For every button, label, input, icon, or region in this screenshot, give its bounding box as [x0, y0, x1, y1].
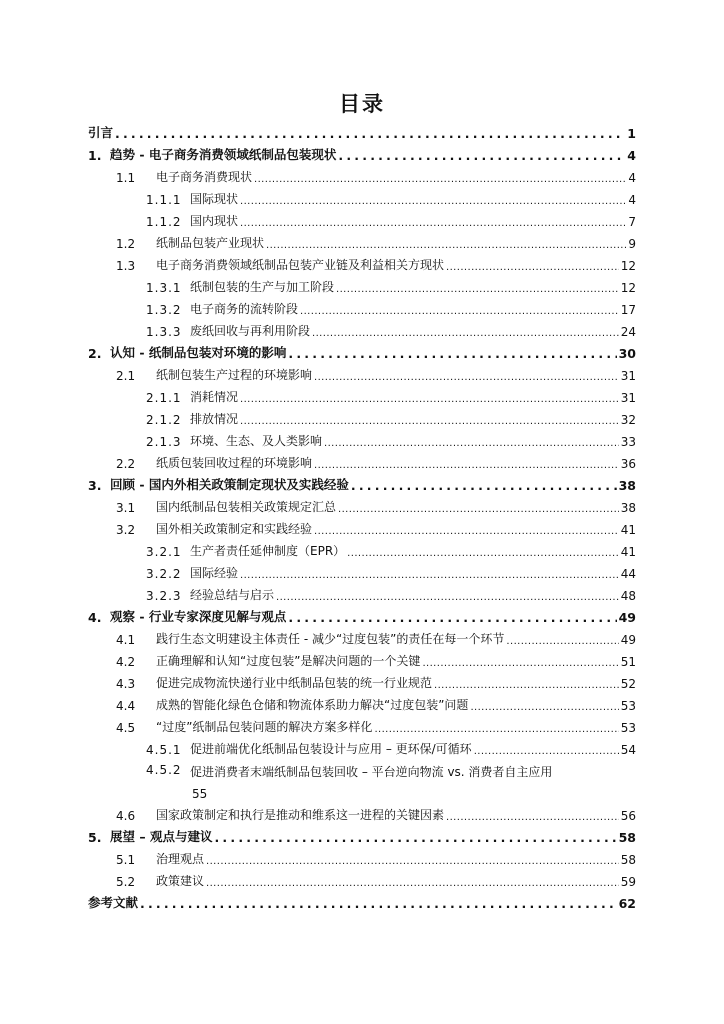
toc-entry-page: 17 [620, 303, 636, 317]
toc-entry-number: 4.1 [116, 633, 136, 647]
toc-entry[interactable] [88, 625, 636, 647]
toc-entry-title: 排放情况 [190, 412, 239, 426]
toc-entry-number: 1.1.2 [146, 215, 182, 229]
toc-entry-page: 49 [618, 610, 636, 625]
toc-entry-title: 生产者责任延伸制度（EPR） [190, 544, 346, 558]
toc-entry-title: 正确理解和认知“过度包装”是解决问题的一个关键 [156, 654, 421, 668]
toc-entry-page: 36 [620, 457, 636, 471]
toc-entry-number: 1.3 [116, 259, 136, 273]
toc-entry-title: 治理观点 [156, 852, 205, 866]
toc-leader [336, 284, 619, 295]
toc-entry-title: 电子商务的流转阶段 [190, 302, 299, 316]
toc-entry-page: 33 [620, 435, 636, 449]
toc-entry[interactable] [88, 867, 636, 889]
toc-entry[interactable] [88, 493, 636, 515]
toc-leader [470, 702, 618, 713]
toc-entry-title: 国外相关政策制定和实践经验 [156, 522, 313, 536]
toc-entry-number: 2. [88, 346, 102, 361]
toc-entry-title: 促进前端优化纸制品包装设计与应用 – 更环保/可循环 [190, 742, 472, 756]
toc-entry[interactable] [88, 383, 636, 405]
toc-entry-number: 1.3.2 [146, 303, 182, 317]
toc-entry-page: 48 [620, 589, 636, 603]
toc-leader [446, 812, 619, 823]
toc-entry-title: 国际现状 [190, 192, 239, 206]
toc-entry-title: 纸制品包装产业现状 [156, 236, 265, 250]
toc-entry[interactable] [88, 141, 636, 163]
toc-entry-page: 38 [618, 478, 636, 493]
toc-entry-page: 62 [618, 896, 636, 911]
toc-entry-page: 38 [620, 501, 636, 515]
toc-leader [314, 526, 619, 537]
toc-leader [347, 548, 619, 559]
toc-entry-page: 51 [620, 655, 636, 669]
toc-entry[interactable] [88, 119, 636, 141]
toc-entry-title: 引言 [88, 125, 114, 140]
toc-entry[interactable] [88, 405, 636, 427]
page-title: 目录 [339, 92, 385, 116]
toc-entry-page: 24 [620, 325, 636, 339]
toc-leader [115, 126, 625, 141]
toc-entry-number: 1.3.1 [146, 281, 182, 295]
toc-entry-page: 49 [620, 633, 636, 647]
toc-leader [266, 240, 626, 251]
toc-entry-number: 1.3.3 [146, 325, 182, 339]
toc-entry-title: 展望 – 观点与建议 [110, 829, 213, 844]
toc-entry-title: 促进消费者末端纸制品包装回收 – 平台逆向物流 vs. 消费者自主应用 [190, 765, 553, 779]
toc-entry-title: 纸质包装回收过程的环境影响 [156, 456, 313, 470]
toc-entry-number: 5.1 [116, 853, 136, 867]
toc-entry-page: 32 [620, 413, 636, 427]
toc-entry[interactable] [88, 339, 636, 361]
toc-entry[interactable] [88, 251, 636, 273]
toc-entry-number: 4.5.2 [146, 763, 182, 777]
toc-entry[interactable] [88, 317, 636, 339]
toc-leader [254, 174, 626, 185]
toc-leader [288, 610, 616, 625]
toc-leader [240, 218, 626, 229]
toc-leader [206, 878, 619, 889]
toc-entry-number: 3.2 [116, 523, 136, 537]
toc-entry-number: 4.3 [116, 677, 136, 691]
toc-entry-page: 53 [620, 721, 636, 735]
toc-entry-title: 参考文献 [88, 895, 139, 910]
toc-entry-number: 1.2 [116, 237, 136, 251]
toc-entry[interactable] [88, 691, 636, 713]
toc-entry[interactable] [88, 471, 636, 493]
toc-entry-page: 9 [628, 237, 636, 251]
toc-entry[interactable] [88, 647, 636, 669]
toc-entry[interactable] [88, 559, 636, 581]
toc-entry-number: 4.5 [116, 721, 136, 735]
toc-entry[interactable] [88, 163, 636, 185]
toc-entry[interactable] [88, 185, 636, 207]
toc-entry-number: 2.1.1 [146, 391, 182, 405]
toc-entry-number: 2.1.3 [146, 435, 182, 449]
toc-entry-title: 趋势 - 电子商务消费领域纸制品包装现状 [110, 147, 337, 162]
toc-leader [214, 830, 616, 845]
toc-leader [374, 724, 618, 735]
toc-entry-number: 2.1 [116, 369, 136, 383]
toc-entry-page: 41 [620, 545, 636, 559]
toc-entry-title: 国家政策制定和执行是推动和维系这一进程的关键因素 [156, 808, 445, 822]
toc-leader [276, 592, 619, 603]
toc-entry[interactable] [88, 603, 636, 625]
toc-entry[interactable] [88, 273, 636, 295]
toc-entry-page: 12 [620, 281, 636, 295]
toc-leader [434, 680, 619, 691]
toc-entry-page: 55 [192, 786, 208, 801]
toc-entry[interactable] [88, 757, 636, 801]
toc-leader [351, 478, 617, 493]
toc-entry-page: 31 [620, 369, 636, 383]
toc-entry-number: 4.2 [116, 655, 136, 669]
toc-entry-title: 环境、生态、及人类影响 [190, 434, 323, 448]
toc-entry-number: 2.1.2 [146, 413, 182, 427]
toc-entry-number: 1.1 [116, 171, 136, 185]
toc-leader [422, 658, 618, 669]
toc-entry-page: 4 [628, 193, 636, 207]
toc-entry-title: 认知 - 纸制品包装对环境的影响 [110, 345, 287, 360]
toc-entry-number: 2.2 [116, 457, 136, 471]
toc-leader [446, 262, 619, 273]
toc-entry-number: 1. [88, 148, 102, 163]
toc-entry-title: 消耗情况 [190, 390, 239, 404]
toc-entry-page: 7 [628, 215, 636, 229]
toc-entry-number: 4.5.1 [146, 743, 182, 757]
toc-entry[interactable] [88, 581, 636, 603]
toc-entry-number: 3.2.3 [146, 589, 182, 603]
toc-entry-page: 58 [620, 853, 636, 867]
toc-entry-title: 纸制包装生产过程的环境影响 [156, 368, 313, 382]
toc-entry[interactable] [88, 823, 636, 845]
toc-entry-title: 纸制包装的生产与加工阶段 [190, 280, 335, 294]
toc-entry-title: 国内纸制品包装相关政策规定汇总 [156, 500, 337, 514]
toc-entry[interactable] [88, 207, 636, 229]
toc-leader [240, 394, 619, 405]
toc-entry-page: 4 [628, 171, 636, 185]
toc-entry-title: 回顾 - 国内外相关政策制定现状及实践经验 [110, 477, 349, 492]
toc-entry-page: 58 [618, 830, 636, 845]
toc-entry[interactable] [88, 295, 636, 317]
toc-entry-title: 国际经验 [190, 566, 239, 580]
toc-entry[interactable] [88, 537, 636, 559]
toc-entry-title: 电子商务消费领域纸制品包装产业链及利益相关方现状 [156, 258, 445, 272]
toc-leader [288, 346, 616, 361]
toc-leader [140, 896, 617, 911]
toc-entry-title: 废纸回收与再利用阶段 [190, 324, 311, 338]
toc-entry-title: 国内现状 [190, 214, 239, 228]
toc-leader [338, 504, 619, 515]
toc-entry-page: 59 [620, 875, 636, 889]
toc-entry-number: 3.1 [116, 501, 136, 515]
toc-entry-title: 电子商务消费现状 [156, 170, 253, 184]
toc-entry[interactable] [88, 735, 636, 757]
toc-entry-number: 5. [88, 830, 102, 845]
toc-entry-title: 经验总结与启示 [190, 588, 275, 602]
toc-entry[interactable] [88, 669, 636, 691]
toc-entry-number: 3.2.1 [146, 545, 182, 559]
toc-entry[interactable] [88, 889, 636, 911]
toc-entry-page: 4 [627, 148, 636, 163]
toc-entry-page: 53 [620, 699, 636, 713]
toc-entry-page: 56 [620, 809, 636, 823]
toc-entry-number: 1.1.1 [146, 193, 182, 207]
toc-entry[interactable] [88, 449, 636, 471]
toc-entry-page: 31 [620, 391, 636, 405]
toc-leader [240, 416, 619, 427]
toc-entry[interactable] [88, 427, 636, 449]
toc-entry-number: 4.6 [116, 809, 136, 823]
toc-leader [312, 328, 619, 339]
toc-leader [474, 746, 619, 757]
toc-entry[interactable] [88, 515, 636, 537]
toc-entry[interactable] [88, 845, 636, 867]
toc-leader [506, 636, 618, 647]
toc-entry-page: 54 [620, 743, 636, 757]
toc-entry-number: 4. [88, 610, 102, 625]
toc-entry-title: 践行生态文明建设主体责任 - 减少“过度包装”的责任在每一个环节 [156, 632, 505, 646]
toc-entry[interactable] [88, 713, 636, 735]
toc-entry-title: “过度”纸制品包装问题的解决方案多样化 [156, 720, 373, 734]
toc-leader [324, 438, 619, 449]
toc-leader [240, 570, 619, 581]
toc-leader [314, 460, 619, 471]
toc-leader [300, 306, 619, 317]
toc-leader [338, 148, 625, 163]
toc-leader [240, 196, 626, 207]
toc-entry-title: 观察 - 行业专家深度见解与观点 [110, 609, 287, 624]
toc-entry-page: 41 [620, 523, 636, 537]
toc-entry-title: 政策建议 [156, 874, 205, 888]
toc-entry[interactable] [88, 229, 636, 251]
toc-entry-page: 12 [620, 259, 636, 273]
toc-entry-page: 44 [620, 567, 636, 581]
toc-entry-title: 促进完成物流快递行业中纸制品包装的统一行业规范 [156, 676, 433, 690]
toc-entry-page: 30 [618, 346, 636, 361]
toc-leader [314, 372, 619, 383]
toc-entry-number: 3.2.2 [146, 567, 182, 581]
toc-entry[interactable] [88, 801, 636, 823]
toc-entry-number: 3. [88, 478, 102, 493]
toc-entry-title: 成熟的智能化绿色仓储和物流体系助力解决“过度包装”问题 [156, 698, 469, 712]
toc-leader [206, 856, 619, 867]
toc-entry-number: 4.4 [116, 699, 136, 713]
toc-entry-page: 1 [627, 126, 636, 141]
toc-entry-number: 5.2 [116, 875, 136, 889]
toc-entry[interactable] [88, 361, 636, 383]
toc-entry-page: 52 [620, 677, 636, 691]
